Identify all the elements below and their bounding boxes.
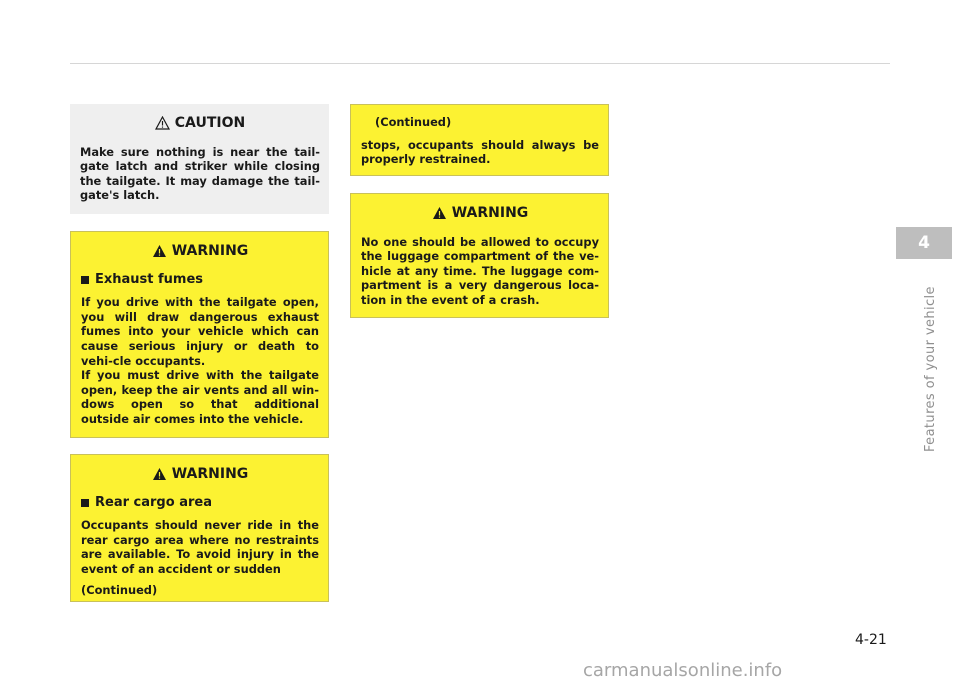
warning-cargo-subtitle: Rear cargo area	[95, 494, 212, 510]
square-bullet-icon	[81, 499, 89, 507]
warning-cargo-body: Occupants should never ride in the rear cargo area where no restraints are available. To avoid injury in the event of an accident or sudden	[81, 518, 319, 576]
warning-triangle-icon	[432, 206, 447, 220]
warning-cargo-subheading	[81, 496, 319, 511]
warning-triangle-icon	[152, 244, 167, 258]
continued-heading: (Continued)	[375, 115, 452, 129]
chapter-tab	[896, 227, 952, 259]
watermark: carmanualsonline.info	[583, 660, 783, 681]
page-number: 4-21	[855, 632, 887, 648]
continued-body: stops, occupants should always be properly restrained.	[361, 137, 599, 167]
chapter-number: 4	[918, 233, 930, 253]
warning-cargo-continued: (Continued)	[81, 582, 158, 597]
warning-luggage-title: WARNING	[451, 205, 529, 221]
warning-luggage-body: No one should be allowed to occupy the luggage compartment of the ve-hicle at any time. The luggage com-partment is a very dangerous loca-tion in the event of a crash.	[361, 234, 599, 307]
warning-exhaust-subtitle: Exhaust fumes	[95, 271, 204, 287]
square-bullet-icon	[81, 276, 89, 284]
warning-exhaust-body-1: If you drive with the tailgate open, you will draw dangerous exhaust fumes into your vehicle which can cause serious injury or death to vehi-cle occupants.	[81, 295, 319, 368]
warning-cargo-box	[70, 454, 329, 602]
warning-cargo-header	[81, 467, 319, 482]
warning-luggage-header	[361, 206, 599, 221]
warning-exhaust-header	[81, 244, 319, 259]
caution-header	[80, 116, 320, 131]
caution-box	[70, 104, 329, 214]
caution-triangle-icon	[155, 116, 170, 130]
warning-exhaust-subheading	[81, 273, 319, 288]
warning-exhaust-title: WARNING	[171, 243, 249, 259]
warning-exhaust-body-2: If you must drive with the tailgate open, keep the air vents and all win-dows open so that additional outside air comes into the vehicle.	[81, 368, 319, 426]
continued-box	[350, 104, 609, 176]
warning-exhaust-box	[70, 231, 329, 438]
top-rule	[70, 63, 890, 64]
warning-luggage-box	[350, 193, 609, 318]
caution-body: Make sure nothing is near the tail-gate latch and striker while closing the tailgate. It may damage the tail-gate's latch.	[80, 144, 320, 203]
caution-title: CAUTION	[174, 115, 246, 131]
warning-triangle-icon	[152, 467, 167, 481]
warning-cargo-title: WARNING	[171, 466, 249, 482]
chapter-title: Features of your vehicle	[923, 286, 938, 452]
